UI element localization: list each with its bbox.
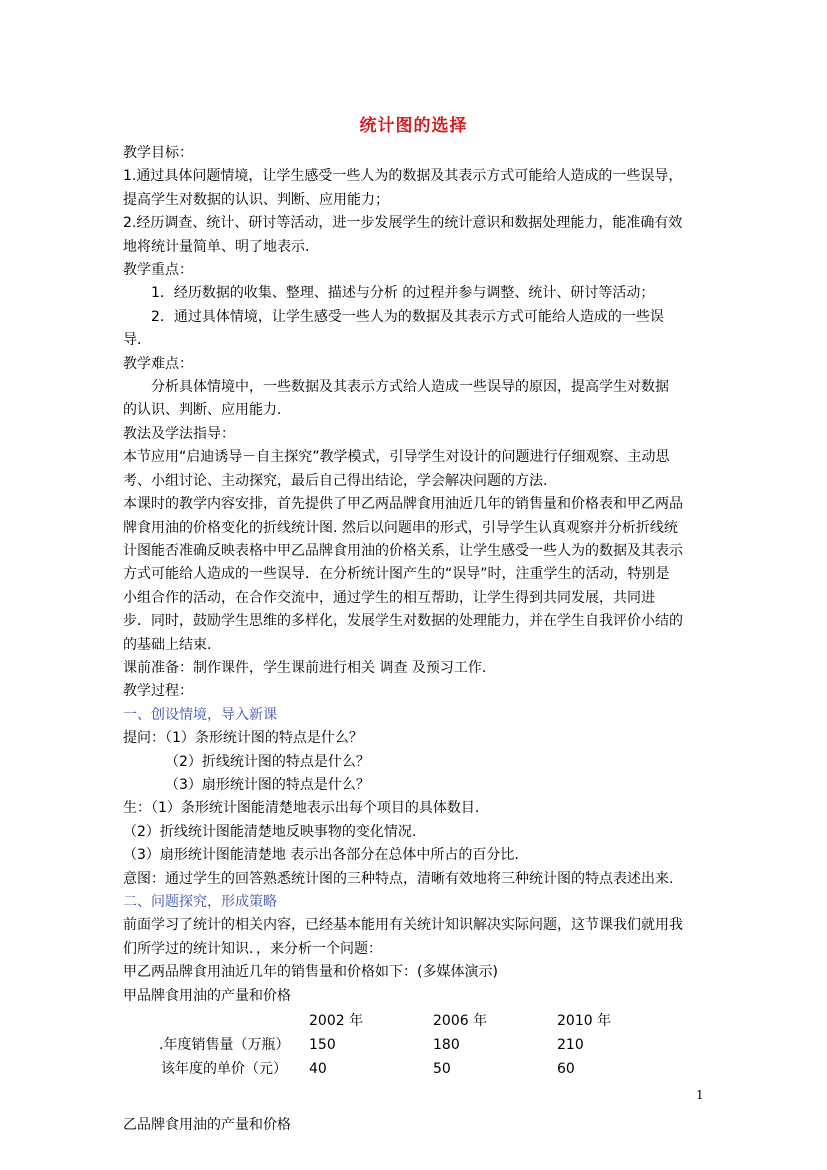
paragraph: （2）折线统计图的特点是什么？	[165, 753, 370, 770]
paragraph: 2.经历调查、统计、研讨等活动，进一步发展学生的统计意识和数据处理能力，能准确有效	[123, 215, 683, 232]
paragraph: 方式可能给人造成的一些误导．在分析统计图产生的“误导”时，注重学生的活动，特别是	[123, 566, 670, 583]
table-cell: 60	[557, 1061, 575, 1078]
section-heading: 二、问题探究，形成策略	[123, 894, 277, 910]
table-cell: 50	[433, 1061, 451, 1078]
paragraph: 步．同时，鼓励学生思维的多样化，发展学生对数据的处理能力，并在学生自我评价小结的	[123, 613, 683, 630]
table-cell: 40	[309, 1061, 327, 1078]
price-table	[123, 1010, 713, 1084]
paragraph: 分析具体情境中，一些数据及其表示方式给人造成一些误导的原因，提高学生对数据	[151, 379, 669, 396]
table-row-label: .年度销售量（万瓶）	[159, 1037, 290, 1054]
paragraph: 地将统计量简单、明了地表示.	[123, 238, 310, 255]
paragraph: 前面学习了统计的相关内容，已经基本能用有关统计知识解决实际问题，这节课我们就用我	[123, 917, 683, 934]
table-cell: 210	[557, 1037, 584, 1054]
paragraph: 2．通过具体情境，让学生感受一些人为的数据及其表示方式可能给人造成的一些误	[151, 308, 664, 325]
table-header: 2006 年	[433, 1013, 488, 1030]
paragraph: 计图能否准确反映表格中甲乙品牌食用油的价格关系，让学生感受一些人为的数据及其表示	[123, 542, 683, 559]
paragraph: 提高学生对数据的认识、判断、应用能力；	[123, 191, 389, 208]
paragraph: （2）折线统计图能清楚地反映事物的变化情况.	[123, 823, 417, 840]
paragraph: 生：（1）条形统计图能清楚地表示出每个项目的具体数目.	[123, 800, 480, 817]
paragraph: 教学过程：	[123, 683, 193, 700]
paragraph: 教学难点：	[123, 355, 193, 372]
paragraph: 乙品牌食用油的产量和价格	[123, 1117, 291, 1134]
paragraph: 课前准备：制作课件，学生课前进行相关 调查 及预习工作.	[123, 659, 487, 676]
table-cell: 150	[309, 1037, 336, 1054]
page-number: 1	[696, 1088, 704, 1102]
paragraph: （3）扇形统计图的特点是什么？	[165, 776, 370, 793]
document-body	[123, 142, 713, 1137]
table-cell: 180	[433, 1037, 460, 1054]
paragraph: 的认识、判断、应用能力.	[123, 402, 282, 419]
paragraph: 的基础上结束.	[123, 636, 212, 653]
paragraph: 教学重点：	[123, 262, 193, 279]
paragraph: 1．经历数据的收集、整理、描述与分析 的过程并参与调整、统计、研讨等活动；	[151, 285, 655, 302]
paragraph: 本节应用“启迪诱导－自主探究”教学模式，引导学生对设计的问题进行仔细观察、主动思	[123, 449, 670, 466]
paragraph: 牌食用油的价格变化的折线统计图. 然后以问题串的形式，引导学生认真观察并分析折线统	[123, 519, 678, 536]
paragraph: 们所学过的统计知识．，来分析一个问题：	[123, 940, 382, 957]
table-row-label: 该年度的单价（元）	[161, 1061, 287, 1078]
paragraph: 甲品牌食用油的产量和价格	[123, 987, 291, 1004]
table-header: 2002 年	[309, 1013, 364, 1030]
paragraph: 本课时的教学内容安排，首先提供了甲乙两品牌食用油近几年的销售量和价格表和甲乙两品	[123, 496, 683, 513]
paragraph: 提问：（1）条形统计图的特点是什么？	[123, 730, 363, 747]
page-title: 统计图的选择	[359, 116, 468, 136]
table-header: 2010 年	[557, 1013, 612, 1030]
paragraph: 意图：通过学生的回答熟悉统计图的三种特点，清晰有效地将三种统计图的特点表述出来.	[123, 870, 674, 887]
paragraph: 教学目标：	[123, 145, 193, 161]
paragraph: 1.通过具体问题情境，让学生感受一些人为的数据及其表示方式可能给人造成的一些误导，	[123, 168, 683, 185]
paragraph: 导．	[123, 332, 151, 349]
section-heading: 一、创设情境，导入新课	[123, 706, 277, 723]
paragraph: 甲乙两品牌食用油近几年的销售量和价格如下：(多媒体演示)	[123, 964, 498, 981]
paragraph: （3）扇形统计图能清楚地 表示出各部分在总体中所占的百分比.	[123, 847, 519, 864]
paragraph: 小组合作的活动，在合作交流中，通过学生的相互帮助，让学生得到共同发展，共同进	[123, 589, 655, 606]
paragraph: 教法及学法指导：	[123, 425, 235, 442]
paragraph: 考、小组讨论、主动探究，最后自己得出结论，学会解决问题的方法.	[123, 472, 548, 489]
